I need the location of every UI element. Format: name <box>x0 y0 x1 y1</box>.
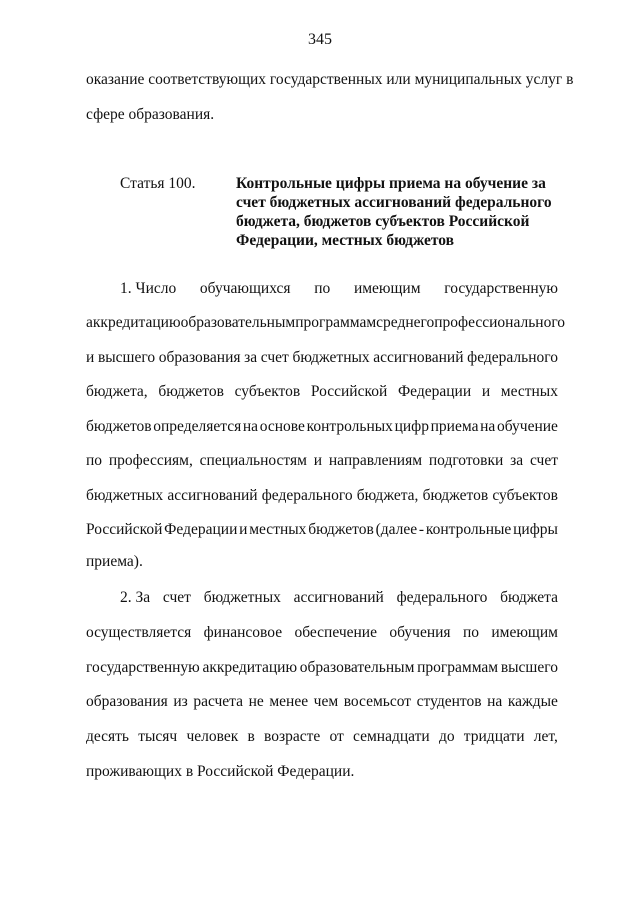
word: федерального <box>396 589 488 606</box>
word: бюджетов <box>86 417 152 435</box>
para1-line <box>86 348 558 368</box>
word: по <box>462 624 479 641</box>
word: программам <box>417 658 499 676</box>
article-title-line: Контрольные цифры приема на обучение за <box>236 175 546 192</box>
word: государственную <box>86 658 200 676</box>
word: обучение <box>496 417 558 435</box>
word: образования <box>86 693 168 710</box>
word: студентов <box>416 693 482 710</box>
word: на <box>487 693 503 710</box>
intro-line-1-text: оказание соответствующих государственных или муниципальных услуг в <box>86 71 574 88</box>
word: бюджета, <box>356 486 419 504</box>
word: специальностям <box>199 452 307 469</box>
para2-first-line <box>120 588 558 608</box>
word: ассигнований <box>167 486 258 504</box>
word: образовательным <box>299 658 415 676</box>
word: приема <box>430 417 479 435</box>
word: основе <box>259 417 305 435</box>
word: десять <box>86 727 130 745</box>
word: ассигнований <box>293 589 384 606</box>
word: до <box>438 727 455 745</box>
word: среднего <box>376 314 435 331</box>
page-number: 345 <box>308 31 332 48</box>
word: за <box>244 348 258 366</box>
word: каждые <box>507 693 558 710</box>
word: расчета <box>193 693 244 710</box>
word: аккредитацию <box>86 314 181 331</box>
word: федерального <box>261 486 353 504</box>
para2-line <box>86 623 558 643</box>
word: не <box>248 693 264 710</box>
word: 1. Число <box>120 280 177 297</box>
word: образовательным <box>180 314 296 331</box>
word: менее <box>269 693 309 710</box>
word: государственную <box>444 280 558 297</box>
word: от <box>329 727 344 745</box>
word: федерального <box>467 348 558 366</box>
word: и <box>313 452 323 469</box>
word: из <box>173 693 188 710</box>
para1-line <box>86 520 558 540</box>
word: местных <box>249 521 307 538</box>
word: высшего <box>97 348 156 366</box>
para2-line <box>86 727 558 747</box>
word: местных <box>500 383 558 400</box>
word: бюджетов <box>422 486 489 504</box>
word: тридцати <box>463 727 525 745</box>
word: образования <box>158 348 241 366</box>
word: контрольные <box>425 521 512 538</box>
word: имеющим <box>491 624 558 641</box>
word: подготовки <box>428 452 504 469</box>
word: высшего <box>500 658 558 676</box>
word: финансовое <box>203 624 283 641</box>
word: ассигнований <box>373 348 464 366</box>
word: профессионального <box>434 314 566 331</box>
word: осуществляется <box>86 624 192 641</box>
para2-line <box>86 692 558 712</box>
intro-line-2: сфере образования. <box>86 106 215 123</box>
word: в <box>247 727 255 745</box>
word: чем <box>313 693 339 710</box>
word: бюджетных <box>203 589 281 606</box>
word: и <box>481 383 491 400</box>
word: человек <box>186 727 239 745</box>
article-title-line: счет бюджетных ассигнований федерального <box>236 194 552 211</box>
para1-line <box>86 486 558 506</box>
word: лет, <box>533 727 558 745</box>
word: цифры <box>513 521 558 538</box>
article-label: Статья 100. <box>120 175 196 192</box>
para2-line <box>86 658 558 678</box>
word: бюджетов <box>158 383 224 400</box>
word: бюджета <box>500 589 558 606</box>
word: Российской <box>310 383 388 400</box>
para1-line <box>86 313 566 333</box>
word: направлениям <box>328 452 423 469</box>
para1-line <box>86 451 558 471</box>
word: контрольных <box>306 417 393 435</box>
word: счет <box>529 452 558 469</box>
article-title <box>236 174 566 250</box>
word: обучения <box>389 624 451 641</box>
word: Федерации <box>164 521 238 538</box>
word: восемьсот <box>343 693 412 710</box>
word: бюджетных <box>86 486 164 504</box>
word: имеющим <box>353 280 421 297</box>
word: - <box>418 521 425 538</box>
word: семнадцати <box>353 727 430 745</box>
word: программам <box>295 314 377 331</box>
word: счет <box>260 348 289 366</box>
word: по <box>314 280 331 297</box>
word: на <box>480 417 496 435</box>
word: обучающихся <box>199 280 291 297</box>
article-title-line: бюджета, бюджетов субъектов Российской <box>236 213 530 230</box>
para2-last-line: проживающих в Российской Федерации. <box>86 763 355 780</box>
word: Федерации <box>397 383 472 400</box>
word: тысяч <box>138 727 178 745</box>
para1-line <box>86 382 558 402</box>
article-title-line: Федерации, местных бюджетов <box>236 232 455 249</box>
word: за <box>510 452 524 469</box>
word: возрасте <box>264 727 321 745</box>
para1-first-line <box>120 279 558 299</box>
word: и <box>86 348 95 366</box>
word: 2. За <box>120 589 151 606</box>
word: определяется <box>153 417 242 435</box>
word: бюджетных <box>292 348 370 366</box>
word: профессиям, <box>108 452 193 469</box>
para1-last-line: приема). <box>86 553 143 570</box>
word: субъектов <box>492 486 558 504</box>
word: бюджета, <box>86 383 148 400</box>
word: и <box>239 521 248 538</box>
intro-line-1 <box>86 70 574 90</box>
word: обеспечение <box>294 624 377 641</box>
word: счет <box>162 589 191 606</box>
word: цифр <box>394 417 429 435</box>
word: бюджетов <box>308 521 374 538</box>
word: аккредитацию <box>202 658 298 676</box>
word: по <box>86 452 103 469</box>
word: (далее <box>375 521 418 538</box>
word: субъектов <box>234 383 301 400</box>
word: Российской <box>86 521 163 538</box>
word: на <box>242 417 259 435</box>
para1-line <box>86 417 558 437</box>
